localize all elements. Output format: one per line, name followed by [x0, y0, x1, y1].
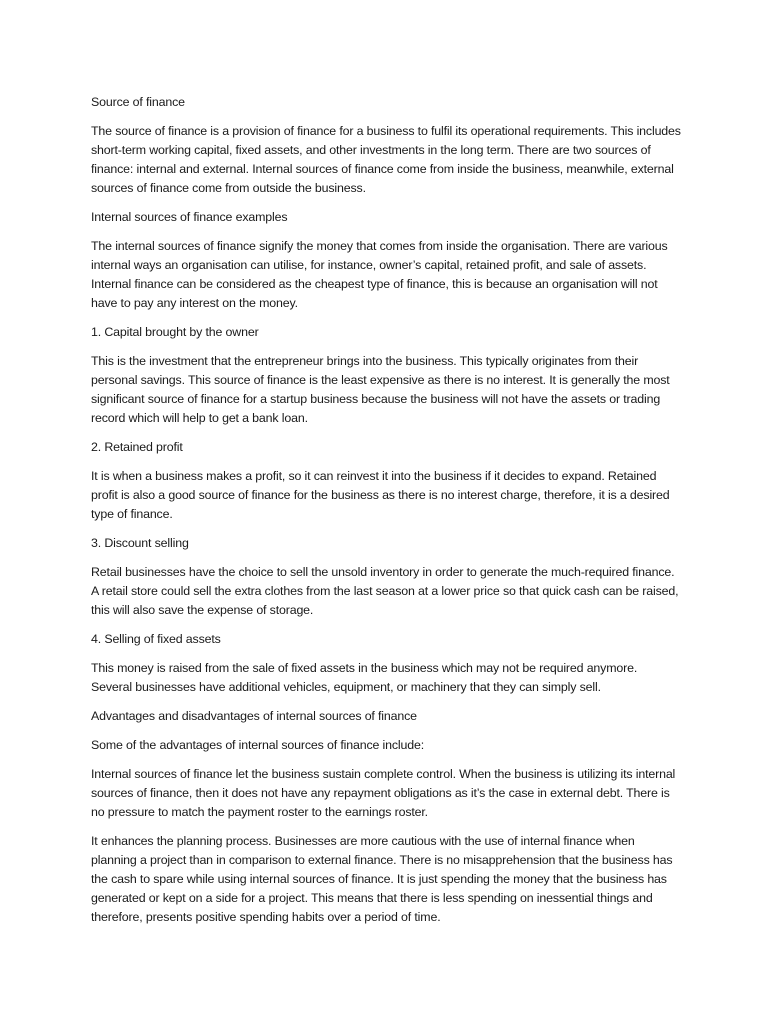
paragraph: This is the investment that the entrepreneur brings into the business. This typically originates from their personal savings. This source of finance is the least expensive as there is no interest. It is generally the most significant source of finance for a startup business because the business will not have the assets or trading record which will help to get a bank loan.	[91, 354, 670, 425]
section-heading: Advantages and disadvantages of internal sources of finance	[91, 709, 417, 723]
paragraph: Some of the advantages of internal sources of finance include:	[91, 738, 425, 752]
document-page	[91, 93, 681, 937]
section-heading: 1. Capital brought by the owner	[91, 325, 259, 339]
section-heading: Source of finance	[91, 95, 185, 109]
paragraph: It is when a business makes a profit, so it can reinvest it into the business if it decides to expand. Retained profit is also a good source of finance for the business as there is no interest charge, therefore, it is a desired type of finance.	[91, 469, 670, 521]
paragraph: Internal sources of finance let the business sustain complete control. When the business is utilizing its internal sources of finance, then it does not have any repayment obligations as it’s the case in external debt. There is no pressure to match the payment roster to the earnings roster.	[91, 767, 676, 819]
paragraph: Retail businesses have the choice to sell the unsold inventory in order to generate the much-required finance. A retail store could sell the extra clothes from the last season at a lower price so that quick cash can be raised, this will also save the expense of storage.	[91, 565, 679, 617]
paragraph: The internal sources of finance signify the money that comes from inside the organisation. There are various internal ways an organisation can utilise, for instance, owner’s capital, retained profit, and sale of assets. Internal finance can be considered as the cheapest type of finance, this is because an organisation will not have to pay any interest on the money.	[91, 239, 668, 310]
paragraph: It enhances the planning process. Businesses are more cautious with the use of internal finance when planning a project than in comparison to external finance. There is no misapprehension that the business has the cash to spare while using internal sources of finance. It is just spending the money that the business has generated or kept on a side for a project. This means that there is less spending on inessential things and therefore, presents positive spending habits over a period of time.	[91, 834, 673, 924]
section-heading: 4. Selling of fixed assets	[91, 632, 221, 646]
section-heading: 2. Retained profit	[91, 440, 183, 454]
section-heading: Internal sources of finance examples	[91, 210, 288, 224]
paragraph: This money is raised from the sale of fixed assets in the business which may not be required anymore. Several businesses have additional vehicles, equipment, or machinery that they can simply sell.	[91, 661, 638, 694]
section-heading: 3. Discount selling	[91, 536, 189, 550]
paragraph: The source of finance is a provision of finance for a business to fulfil its operational requirements. This includes short-term working capital, fixed assets, and other investments in the long term. There are two sources of finance: internal and external. Internal sources of finance come from inside the business, meanwhile, external sources of finance come from outside the business.	[91, 124, 681, 195]
